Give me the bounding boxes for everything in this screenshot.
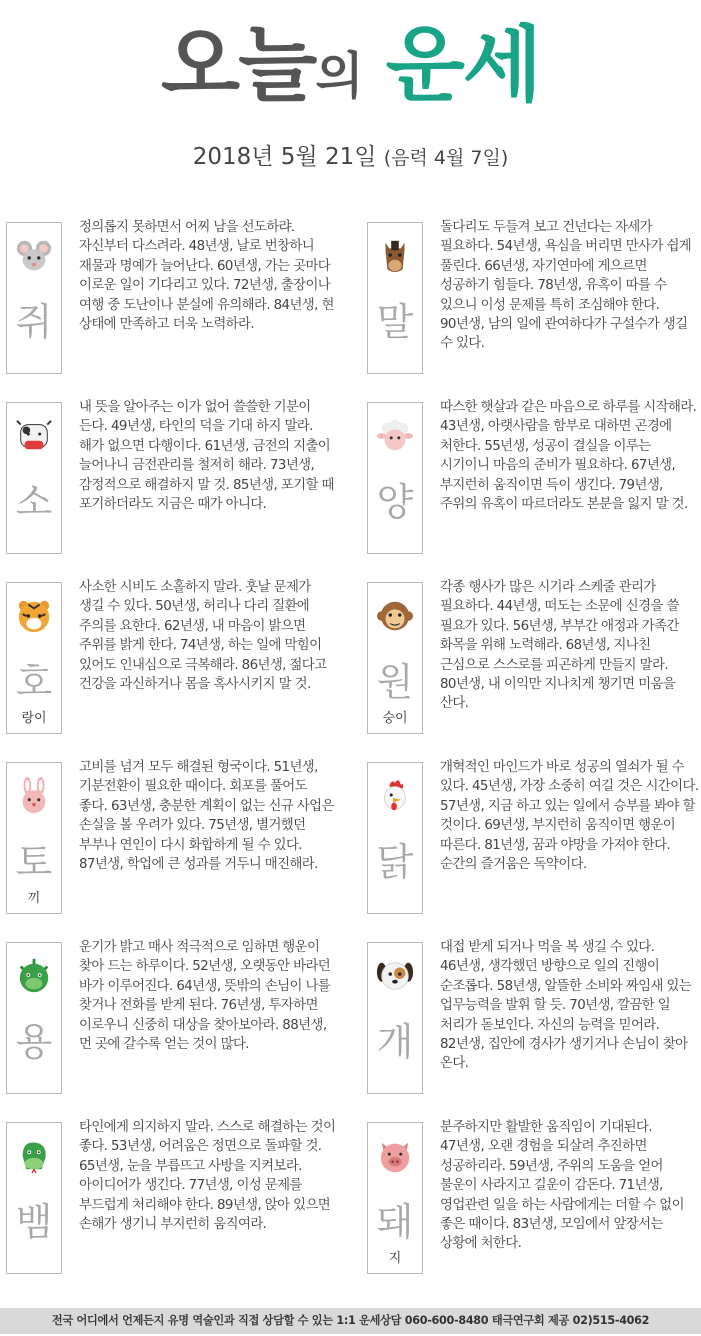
zodiac-name: 뱀 — [15, 1200, 53, 1244]
fortune-text: 돌다리도 두들겨 보고 건넌다는 자세가 필요하다. 54년생, 욕심을 버리면 만사가 쉽게 풀린다. 66년생, 자기연마에 게으르면 성공하기 힘들다. 78년생, 유혹이 따를 수 있으니 이성 문제를 특히 조심해야 한다. 90년생, 남의 일에 관여하다가 구설수가 생길 수 있다. — [440, 220, 692, 352]
zodiac-card-sheep — [361, 390, 701, 558]
zodiac-label-box — [6, 1122, 62, 1274]
zodiac-label-box — [367, 942, 423, 1094]
zodiac-card-horse — [361, 210, 701, 378]
zodiac-label-box — [6, 762, 62, 914]
zodiac-label-box — [6, 402, 62, 554]
cow-icon — [15, 417, 53, 455]
horse-icon — [376, 237, 414, 275]
fortune-text: 고비를 넘겨 모두 해결된 형국이다. 51년생, 기분전환이 필요한 때이다. 회포를 풀어도 좋다. 63년생, 충분한 계획이 없는 신규 사업은 손실을 볼 우려가 있다. 75년생, 별거했던 부부나 연인이 다시 화합하게 될 수 있다. 87년생, 학업에 큰 성과를 거두니 매진해라. — [79, 760, 334, 873]
fortune-text: 분주하지만 활발한 움직임이 기대된다. 47년생, 오랜 경험을 되살려 추진하면 성공하리라. 59년생, 주위의 도움을 얻어 불운이 사라지고 길운이 감돈다. 71년생, 영업관련 일을 하는 사람에게는 더할 수 없이 좋은 때이다. 83년생, 모임에서 앞장서는 상황에 처한다. — [440, 1120, 684, 1252]
zodiac-card-cow — [0, 390, 340, 558]
zodiac-label-box — [367, 762, 423, 914]
zodiac-name: 개 — [376, 1020, 414, 1064]
fortune-text: 타인에게 의지하지 말라. 스스로 해결하는 것이 좋다. 53년생, 어려움은 정면으로 돌파할 것. 65년생, 눈을 부릅뜨고 사방을 지켜보라. 아이디어가 생긴다. 77년생, 이성 문제를 부드럽게 처리해야 한다. 89년생, 앉아 있으면 손해가 생기니 부지런히 움직여라. — [79, 1120, 336, 1233]
zodiac-sub: 숭이 — [382, 711, 408, 726]
fortune-text: 각종 행사가 많은 시기라 스케줄 관리가 필요하다. 44년생, 떠도는 소문에 신경을 쓸 필요가 있다. 56년생, 부부간 애정과 가족간 화목을 위해 노력해라. 68년생, 지나친 근심으로 스스로를 피곤하게 만들지 말라. 80년생, 내 이익만 지나치게 챙기면 미움을 산다. — [440, 580, 679, 712]
zodiac-name: 말 — [376, 300, 414, 344]
fortune-text: 운기가 밝고 매사 적극적으로 임하면 행운이 찾아 드는 하루이다. 52년생, 오랫동안 바라던 바가 이루어진다. 64년생, 뜻밖의 손님이 나를 찾거나 전화를 받게 된다. 76년생, 투자하면 이로우니 신중히 대상을 찾아보아라. 88년생, 먼 곳에 갈수록 얻는 것이 많다. — [79, 940, 331, 1053]
zodiac-name: 소 — [15, 480, 53, 524]
fortune-text: 사소한 시비도 소홀하지 말라. 훗날 문제가 생길 수 있다. 50년생, 허리나 다리 질환에 주의를 요한다. 62년생, 내 마음이 밝으면 주위를 밝게 한다. 74년생, 하는 일에 막힘이 있어도 인내심으로 극복해라. 86년생, 젊다고 건강을 과신하거나 몸을 혹사시키지 말 것. — [79, 580, 327, 693]
fortune-text: 내 뜻을 알아주는 이가 없어 쓸쓸한 기분이 든다. 49년생, 타인의 덕을 기대 하지 말라. 해가 없으면 다행이다. 61년생, 금전의 지출이 늘어나니 금전관리를 철저히 해라. 73년생, 감정적으로 해결하지 말 것. 85년생, 포기할 때 포기하더라도 지금은 때가 아니다. — [79, 400, 334, 513]
zodiac-card-dog — [361, 930, 701, 1098]
zodiac-sub: 끼 — [27, 891, 41, 906]
zodiac-label-box — [367, 582, 423, 734]
monkey-icon — [376, 597, 414, 635]
fortune-text: 대접 받게 되거나 먹을 복 생길 수 있다. 46년생, 생각했던 방향으로 일의 진행이 순조롭다. 58년생, 알뜰한 소비와 짜임새 있는 업무능력을 발휘 할 듯. 70년생, 깔끔한 일 처리가 돋보인다. 자신의 능력을 믿어라. 82년생, 집안에 경사가 생기거나 손님이 찾아 온다. — [440, 940, 692, 1072]
zodiac-name: 양 — [376, 480, 414, 524]
zodiac-card-rooster — [361, 750, 701, 918]
zodiac-card-tiger — [0, 570, 340, 738]
fortune-text: 따스한 햇살과 같은 마음으로 하루를 시작해라. 43년생, 아랫사람을 함부로 대하면 곤경에 처한다. 55년생, 성공이 결실을 이루는 시기이니 마음의 준비가 필요하다. 67년생, 부지런히 움직이면 득이 생긴다. 79년생, 주위의 유혹이 따르더라도 본분을 잃지 말 것. — [440, 400, 697, 513]
zodiac-label-box — [6, 582, 62, 734]
zodiac-name: 원 — [376, 660, 414, 704]
title-fortune: 운세 — [385, 18, 541, 113]
zodiac-card-dragon — [0, 930, 340, 1098]
zodiac-card-monkey — [361, 570, 701, 738]
zodiac-sub: 지 — [388, 1251, 402, 1266]
zodiac-name: 토 — [15, 840, 53, 884]
zodiac-card-pig — [361, 1110, 701, 1278]
solar-date: 2018년 5월 21일 — [192, 144, 377, 170]
lunar-date: (음력 4월 7일) — [383, 147, 509, 169]
dragon-icon — [15, 957, 53, 995]
title-particle: 의 — [315, 47, 362, 105]
rooster-icon — [376, 777, 414, 815]
zodiac-card-rat — [0, 210, 340, 378]
zodiac-sub: 랑이 — [21, 711, 47, 726]
zodiac-label-box — [6, 222, 62, 374]
zodiac-label-box — [6, 942, 62, 1094]
zodiac-label-box — [367, 402, 423, 554]
zodiac-card-snake — [0, 1110, 340, 1278]
pig-icon — [376, 1137, 414, 1175]
zodiac-label-box — [367, 1122, 423, 1274]
zodiac-name: 용 — [15, 1020, 53, 1064]
zodiac-name: 닭 — [376, 840, 414, 884]
date-line — [0, 138, 701, 171]
mouse-icon — [15, 237, 53, 275]
dog-icon — [376, 957, 414, 995]
page-title — [0, 18, 701, 124]
title-today: 오늘 — [160, 18, 316, 113]
zodiac-name: 쥐 — [15, 300, 53, 344]
zodiac-name: 돼 — [376, 1200, 414, 1244]
rabbit-icon — [15, 777, 53, 815]
tiger-icon — [15, 597, 53, 635]
zodiac-label-box — [367, 222, 423, 374]
sheep-icon — [376, 417, 414, 455]
zodiac-card-rabbit — [0, 750, 340, 918]
snake-icon — [15, 1137, 53, 1175]
zodiac-name: 호 — [15, 660, 53, 704]
footer-banner: 전국 어디에서 언제든지 유명 역술인과 직접 상담할 수 있는 1:1 운세상담 060-600-8480 태극연구회 제공 02)515-4062 — [0, 1308, 701, 1334]
fortune-text: 정의롭지 못하면서 어찌 남을 선도하랴. 자신부터 다스려라. 48년생, 날로 번창하니 재물과 명예가 늘어난다. 60년생, 가는 곳마다 이로운 일이 기다리고 있다. 72년생, 출장이나 여행 중 도난이나 분실에 유의해라. 84년생, 현 상태에 만족하고 더욱 노력하라. — [79, 220, 334, 333]
fortune-text: 개혁적인 마인드가 바로 성공의 열쇠가 될 수 있다. 45년생, 가장 소중히 여길 것은 시간이다. 57년생, 지금 하고 있는 일에서 승부를 봐야 할 것이다. 69년생, 부지런히 움직이면 행운이 따른다. 81년생, 꿈과 야망을 가져야 한다. 순간의 즐거움은 독약이다. — [440, 760, 699, 873]
